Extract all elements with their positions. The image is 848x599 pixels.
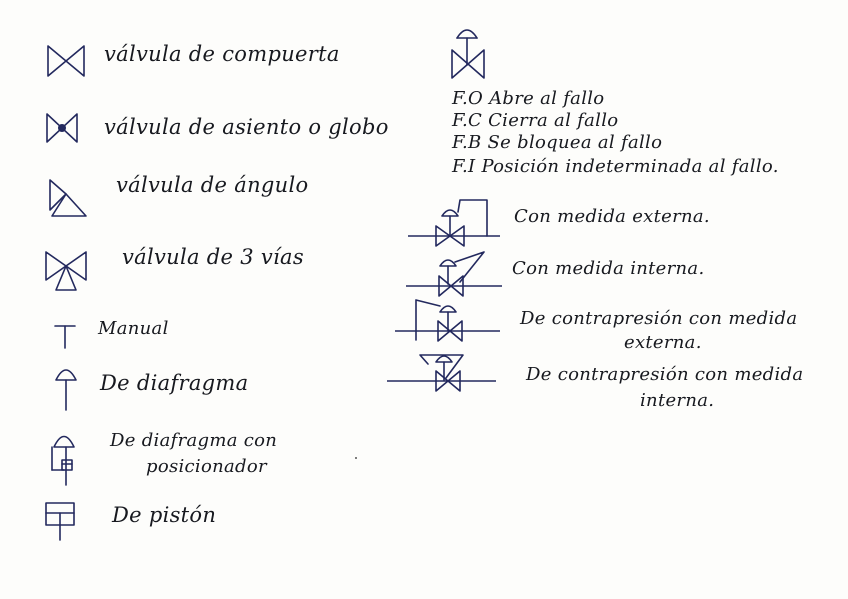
label-angle-valve: válvula de ángulo [116,173,309,197]
label-gate-valve: válvula de compuerta [104,42,340,66]
regulator-back-internal-symbol [387,355,496,391]
label-diaphragm-positioner-2: posicionador [146,456,267,477]
regulator-back-external-label-1: De contrapresión con medida [520,308,798,329]
label-diaphragm: De diafragma [100,371,249,395]
fail-closed-label: F.C Cierra al fallo [452,110,619,131]
label-three-way-valve: válvula de 3 vías [122,245,304,269]
regulator-internal-label: Con medida interna. [512,258,705,279]
label-diaphragm-positioner-1: De diafragma con [110,430,278,451]
fail-indeterminate-label: F.I Posición indeterminada al fallo. [452,156,779,177]
label-manual: Manual [98,318,169,339]
diaphragm-actuator-symbol [56,370,76,410]
manual-actuator-symbol [55,326,75,348]
regulator-back-external-symbol [395,300,500,341]
diaphragm-positioner-symbol [52,437,74,486]
three-way-valve-symbol [46,252,86,290]
fail-valve-symbol [452,30,484,78]
fail-locked-label: F.B Se bloquea al fallo [452,132,663,153]
piston-actuator-symbol [46,503,74,540]
label-globe-valve: válvula de asiento o globo [104,115,389,139]
regulator-external-label: Con medida externa. [514,206,710,227]
globe-valve-symbol [47,114,77,142]
label-piston: De pistón [112,503,217,527]
regulator-back-internal-label-2: interna. [640,390,715,411]
paper-speck [355,457,357,459]
fail-open-label: F.O Abre al fallo [452,88,605,109]
gate-valve-symbol [48,46,84,76]
regulator-back-external-label-2: externa. [624,332,702,353]
regulator-external-symbol [408,200,500,246]
angle-valve-symbol [50,180,86,216]
regulator-internal-symbol [406,252,502,296]
regulator-back-internal-label-1: De contrapresión con medida [526,364,804,385]
